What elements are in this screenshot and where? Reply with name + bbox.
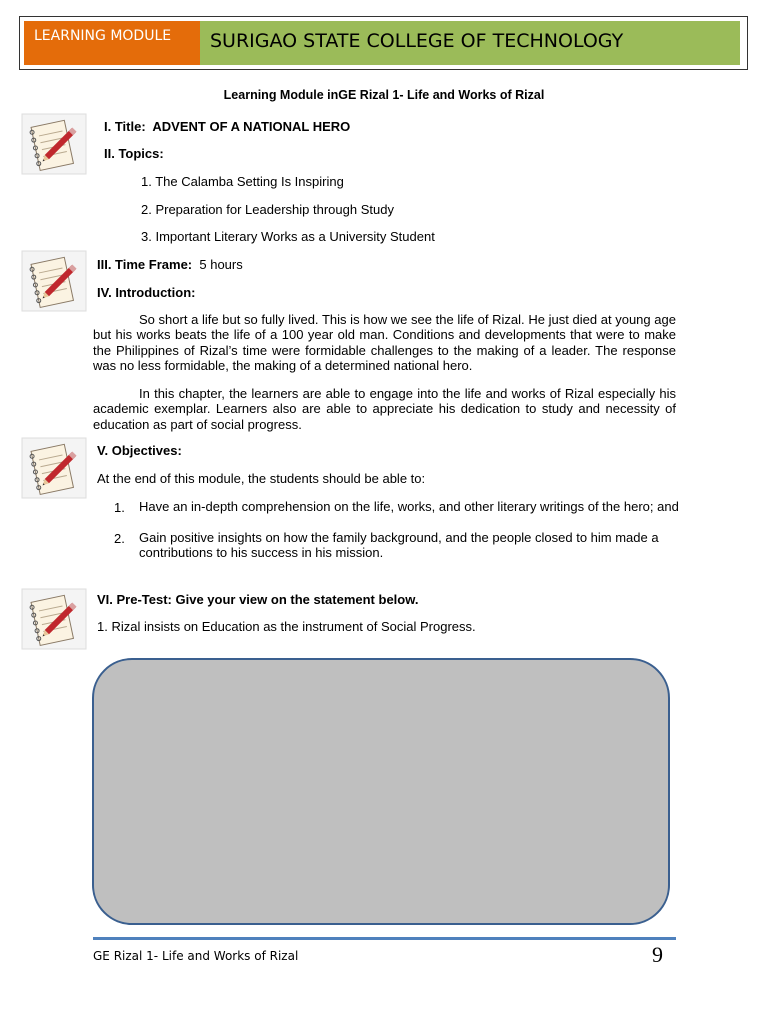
objective-number: 1.: [114, 500, 125, 515]
module-label: LEARNING MODULE: [24, 21, 200, 65]
time-frame-value: 5 hours: [199, 257, 243, 272]
topic-item: 1. The Calamba Setting Is Inspiring: [141, 174, 344, 189]
school-name: SURIGAO STATE COLLEGE OF TECHNOLOGY: [200, 21, 740, 65]
introduction-paragraph-1: So short a life but so fully lived. This is how we see the life of Rizal. He just died at young age but his works beats the life of a 100 year old man. Conditions and developments that were to make the Philippines of Rizal’s time were formidable challenges to the making of a leader. The response was no less formidable, the making of a determined national hero.: [93, 312, 676, 373]
document-title: Learning Module inGE Rizal 1- Life and Works of Rizal: [223, 88, 545, 102]
pretest-label: VI. Pre-Test: Give your view on the statement below.: [97, 592, 419, 607]
footer-text: GE Rizal 1- Life and Works of Rizal: [93, 949, 299, 963]
objective-number: 2.: [114, 531, 125, 546]
topics-label: II. Topics:: [104, 146, 164, 161]
objectives-intro: At the end of this module, the students should be able to:: [97, 471, 426, 486]
introduction-label: IV. Introduction:: [97, 285, 196, 300]
page-number: 9: [652, 942, 663, 967]
notebook-pencil-icon: [21, 437, 87, 499]
topic-item: 3. Important Literary Works as a University Student: [141, 229, 435, 244]
notebook-pencil-icon: [21, 113, 87, 175]
objective-text: Gain positive insights on how the family background, and the people closed to him made a contributions to his success in his mission.: [139, 530, 659, 561]
objectives-label: V. Objectives:: [97, 443, 182, 458]
time-frame-label: III. Time Frame:: [97, 257, 193, 272]
time-frame-section: [97, 257, 243, 272]
notebook-pencil-icon: [21, 588, 87, 650]
footer-divider: [93, 937, 676, 940]
topic-item: 2. Preparation for Leadership through Study: [141, 202, 394, 217]
introduction-paragraph-2: In this chapter, the learners are able to engage into the life and works of Rizal especially his academic exemplar. Learners also are able to appreciate his dedication to study and necessity of education as part of social progress.: [93, 386, 676, 432]
title-label: I. Title:: [104, 119, 146, 134]
pretest-statement: 1. Rizal insists on Education as the instrument of Social Progress.: [97, 619, 476, 634]
objective-text: Have an in-depth comprehension on the life, works, and other literary writings of the hero; and: [139, 499, 679, 514]
title-value: ADVENT OF A NATIONAL HERO: [152, 119, 351, 134]
notebook-pencil-icon: [21, 250, 87, 312]
answer-box[interactable]: [92, 658, 670, 925]
title-section: [104, 119, 350, 134]
